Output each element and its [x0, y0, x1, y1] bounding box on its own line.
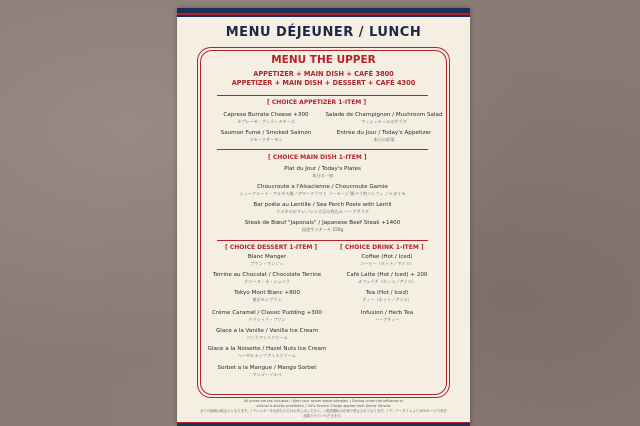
appetizer-item	[207, 130, 325, 143]
dessert-item	[203, 346, 331, 359]
appetizer-item-name: Caprese Burrata Cheese +300	[223, 112, 309, 118]
price-line-1: APPETIZER + MAIN DISH + CAFÉ 3800	[253, 70, 394, 78]
dessert-item	[203, 310, 331, 323]
dessert-item	[203, 365, 331, 378]
menu-sheet	[177, 8, 470, 426]
dessert-item-jp: テリーヌ・オ・ショコラ	[244, 279, 290, 284]
top-stripe-navy-thin	[177, 15, 470, 17]
footer-line: alcohol is strictly prohibited. / 10% Service Charge applies from Dinner Service	[256, 404, 391, 408]
drink-item-jp: コーヒー（ホット／アイス）	[360, 261, 414, 266]
main-dish-item-jp: 本日の一皿	[312, 173, 333, 178]
dessert-item	[203, 272, 331, 285]
drink-item-name: Tea (Hot / Iced)	[365, 290, 409, 296]
dessert-item-jp: ヘーゼルナッツアイスクリーム	[237, 353, 297, 358]
drink-item	[327, 272, 447, 285]
drink-header: [ CHOICE DRINK 1-ITEM ]	[340, 244, 424, 251]
dessert-item-name: Crème Caramel / Classic Pudding +300	[212, 310, 322, 316]
divider-appetizer	[217, 95, 428, 96]
main-dish-item	[207, 220, 438, 233]
footer-line: 全ての価格は税込みとなります。/ アレルギーをお持ちの方はお申し出ください。/ 飲酒運転は法律で禁止されております。/ ディナータイムより10%サービス料を加算させていただきます。	[199, 409, 448, 418]
drink-item	[327, 290, 447, 303]
dessert-item-name: Glace a la Noisette / Hazel Nuts Ice Cream	[207, 346, 327, 352]
dessert-item-jp: 東京モンブラン	[252, 297, 282, 302]
dessert-item-name: Glace a la Vanille / Vanilla Ice Cream	[215, 328, 319, 334]
dessert-item-jp: バニラアイスクリーム	[246, 335, 288, 340]
drink-item-jp: ティー（ホット／アイス）	[362, 297, 412, 302]
appetizer-header: [ CHOICE APPETIZER 1-ITEM ]	[267, 99, 367, 106]
dessert-item-jp: クラシック・プリン	[248, 317, 286, 322]
footer-notice	[199, 399, 448, 419]
price-line-2: APPETIZER + MAIN DISH + DESSERT + CAFÉ 4300	[231, 79, 416, 87]
appetizer-item-jp: スモークサーモン	[249, 137, 283, 142]
menu-subtitle: MENU THE UPPER	[271, 54, 376, 66]
footer-line: All prices are tax inclusive. / Alert your server about allergies. / Driving under the influence of	[244, 399, 403, 403]
drink-item	[327, 310, 447, 323]
main-dish-item	[207, 202, 438, 215]
drink-item-jp: カフェラテ（ホット／アイス）	[358, 279, 416, 284]
appetizer-item-jp: 本日の前菜	[373, 137, 395, 142]
dessert-item-name: Terrine au Chocolat / Chocolate Terrine	[212, 272, 322, 278]
appetizer-item-jp: カプレーゼ・ブッラータチーズ	[237, 119, 295, 124]
appetizer-item-name: Salade de Champignon / Mushroom Salad	[325, 112, 443, 118]
main-dish-item-name: Choucroute a l'Alsacienne / Choucroute Garnie	[257, 184, 388, 190]
drink-item-name: Café Latte (Hot / Iced) + 200	[346, 272, 428, 278]
dessert-item	[203, 328, 331, 341]
main-dish-item-jp: 国産牛ステーキ 150g	[301, 227, 344, 232]
appetizer-item	[207, 112, 325, 125]
dessert-item	[203, 290, 331, 303]
appetizer-item-name: Entrée du Jour / Today's Appetizer	[336, 130, 432, 136]
main-dish-item	[207, 166, 438, 179]
drink-item-name: Coffee (Hot / Iced)	[361, 254, 413, 260]
main-dish-item-jp: シュークルート・アルザス風／ザワークラウト ソーセージ 豚バラ肉コンフィ ジャガイモ	[239, 191, 406, 196]
dessert-header: [ CHOICE DESSERT 1-ITEM ]	[225, 244, 318, 251]
dessert-item	[203, 254, 331, 267]
main-dish-item-name: Steak de Bœuf "Japonais" / Japanese Beef Steak +1400	[244, 220, 401, 226]
main-dish-item-name: Plat du Jour / Today's Plates	[284, 166, 361, 172]
appetizer-item	[325, 112, 443, 125]
main-dish-item	[207, 184, 438, 197]
divider-dessert-drink	[217, 240, 428, 241]
appetizer-item	[325, 130, 443, 143]
main-dish-header: [ CHOICE MAIN DISH 1-ITEM ]	[268, 154, 367, 161]
drink-item	[327, 254, 447, 267]
dessert-item-name: Tokyo Mont Blanc +800	[234, 290, 300, 296]
appetizer-item-jp: マッシュルームのサラダ	[361, 119, 407, 124]
dessert-item-name: Sorbet a la Mangue / Mango Sorbet	[217, 365, 317, 371]
drink-item-jp: ハーブティー	[374, 317, 400, 322]
divider-main-dish	[217, 149, 428, 150]
main-dish-item-name: Bar poêle au Lentille / Sea Perch Poele with Lentil	[253, 202, 392, 208]
dessert-item-jp: マンゴーソルベ	[252, 372, 282, 377]
appetizer-item-name: Saumon Fumé / Smoked Salmon	[220, 130, 312, 136]
drink-item-name: Infusion / Herb Tea	[360, 310, 414, 316]
main-dish-item-jp: スズキのポワレ／レンズ豆の煮込み ハーブサラダ	[276, 209, 369, 214]
menu-title: MENU DÉJEUNER / LUNCH	[225, 25, 422, 40]
dessert-item-jp: ブラン・マンジェ	[250, 261, 284, 266]
dessert-item-name: Blanc Manger	[247, 254, 287, 260]
